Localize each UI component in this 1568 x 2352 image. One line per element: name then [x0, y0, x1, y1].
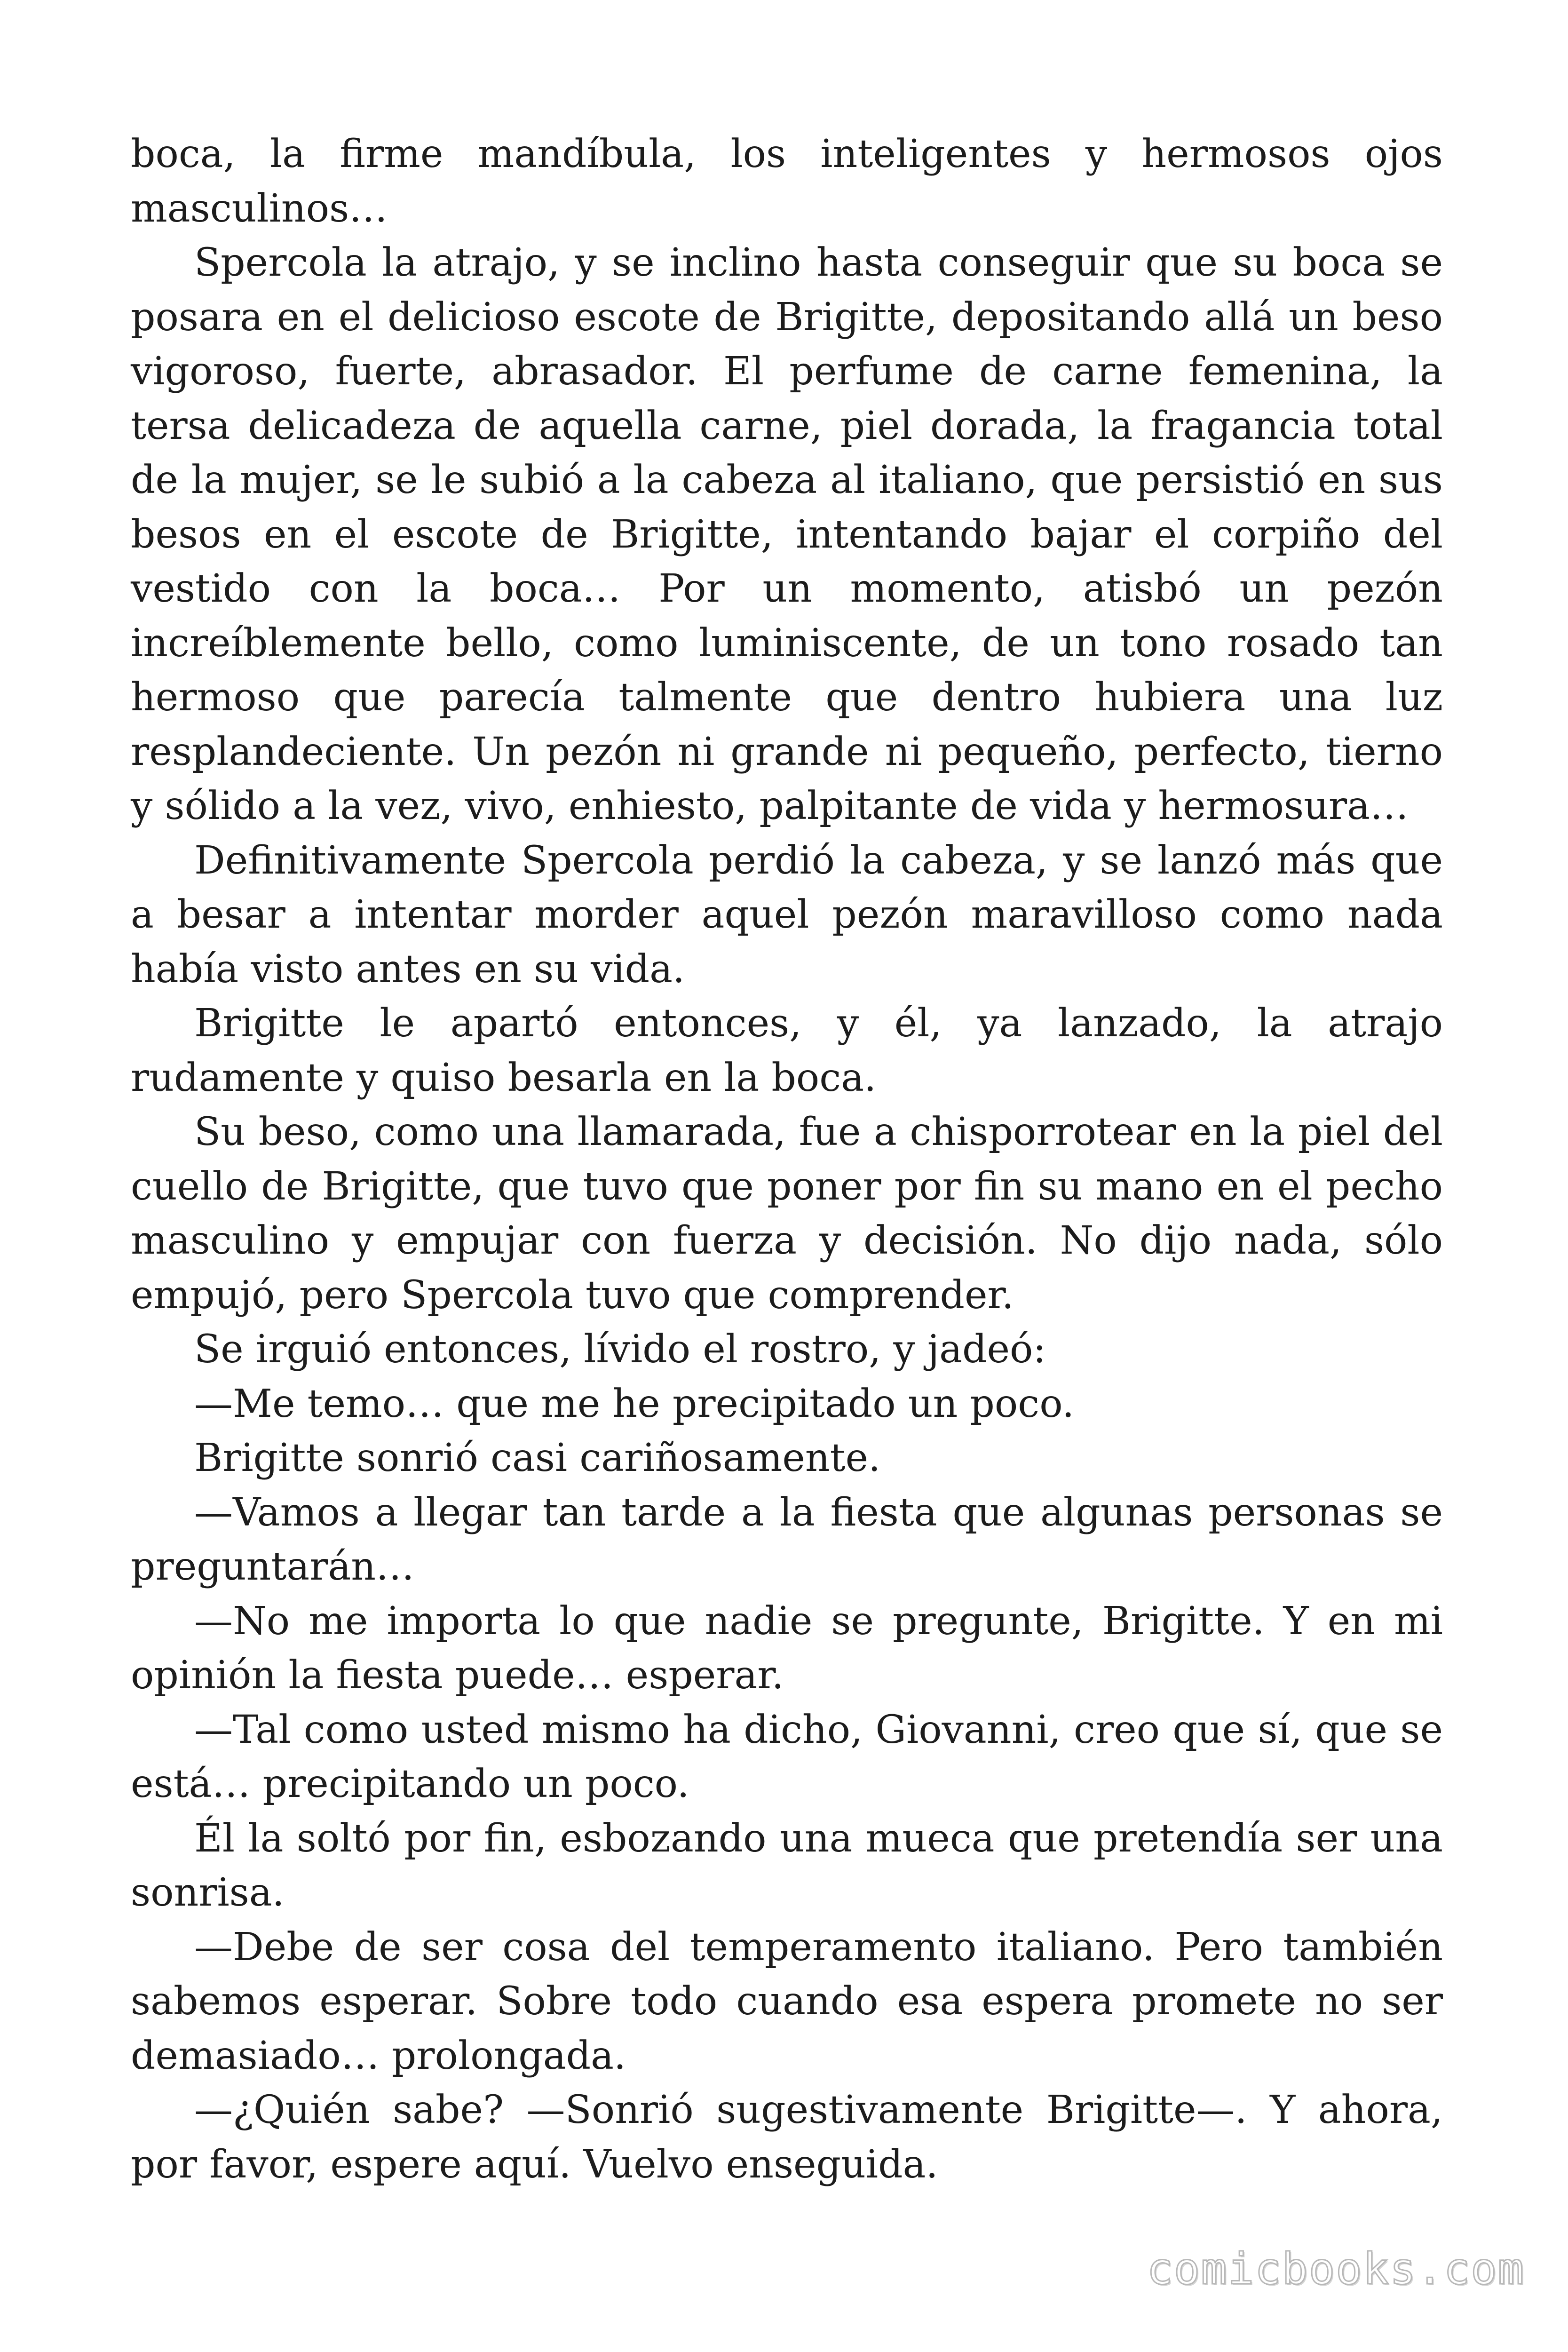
dialogue-line: —No me importa lo que nadie se pregunte, Brigitte. Y en mi opinión la fiesta puede… esperar. [131, 1598, 1443, 1698]
dialogue-line: —Tal como usted mismo ha dicho, Giovanni, creo que sí, que se está… precipitando un poco. [131, 1707, 1443, 1806]
dialogue-line: —¿Quién sabe? —Sonrió sugestivamente Brigitte—. Y ahora, por favor, espere aquí. Vuelvo enseguida. [131, 2088, 1443, 2187]
dialogue-line: —Vamos a llegar tan tarde a la fiesta que algunas personas se preguntarán… [131, 1490, 1443, 1589]
paragraph: Spercola la atrajo, y se inclino hasta conseguir que su boca se posara en el delicioso escote de Brigitte, depositando allá un beso vigoroso, fuerte, abrasador. El perfume de carne femenina, la tersa delicadeza de aquella carne, piel dorada, la fragancia total de la mujer, se le subió a la cabeza al italiano, que persistió en sus besos en el escote de Brigitte, intentando bajar el corpiño del vestido con la boca… Por un momento, atisbó un pezón increíblemente bello, como luminiscente, de un tono rosado tan hermoso que parecía talmente que dentro hubiera una luz resplandeciente. Un pezón ni grande ni pequeño, perfecto, tierno y sólido a la vez, vivo, enhiesto, palpitante de vida y hermosura… [131, 240, 1443, 828]
paragraph: Se irguió entonces, lívido el rostro, y jadeó: [194, 1327, 1046, 1372]
paragraph: Brigitte sonrió casi cariñosamente. [194, 1436, 881, 1480]
paragraph: Su beso, como una llamarada, fue a chisporrotear en la piel del cuello de Brigitte, que tuvo que poner por fin su mano en el pecho masculino y empujar con fuerza y decisión. No dijo nada, sólo empujó, pero Spercola tuvo que comprender. [131, 1110, 1443, 1318]
paragraph-continuation: boca, la firme mandíbula, los inteligentes y hermosos ojos masculinos… [131, 132, 1443, 231]
paragraph: Definitivamente Spercola perdió la cabeza, y se lanzó más que a besar a intentar morder aquel pezón maravilloso como nada había visto antes en su vida. [131, 838, 1443, 992]
paragraph: Brigitte le apartó entonces, y él, ya lanzado, la atrajo rudamente y quiso besarla en la boca. [131, 1001, 1443, 1100]
watermark: comicbooks.com [1147, 2244, 1525, 2294]
body-text [131, 127, 1443, 2192]
paragraph: Él la soltó por fin, esbozando una mueca que pretendía ser una sonrisa. [131, 1816, 1443, 1915]
dialogue-line: —Me temo… que me he precipitado un poco. [194, 1381, 1075, 1426]
dialogue-line: —Debe de ser cosa del temperamento italiano. Pero también sabemos esperar. Sobre todo cuando esa espera promete no ser demasiado… prolongada. [131, 1924, 1443, 2078]
